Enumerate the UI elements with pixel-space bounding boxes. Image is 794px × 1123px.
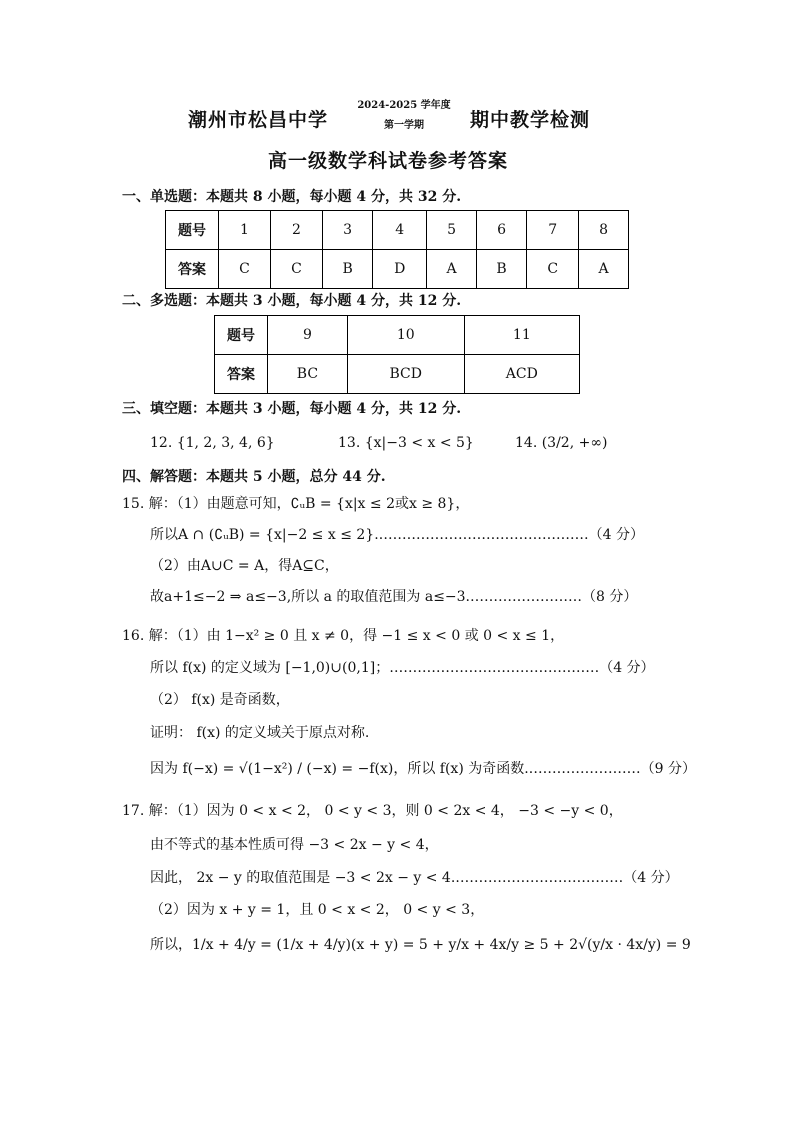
answer-cell: A [579,250,629,289]
school-name: 潮州市松昌中学 [188,109,329,131]
answer-cell: BC [268,355,348,394]
question-number: 4 [373,211,427,250]
table-row [166,211,629,250]
row-label: 题号 [215,316,268,355]
question-number: 3 [322,211,372,250]
solution-15-line-2: 所以A ∩ (∁ᵤB) = {x|−2 ≤ x ≤ 2}.………………………………………（4 分） [150,527,645,543]
section4-heading: 四、解答题：本题共 5 小题，总分 44 分. [122,469,386,485]
section3-heading: 三、填空题：本题共 3 小题，每小题 4 分，共 12 分. [122,401,462,417]
solution-17-line-5: 所以，1/x + 4/y = (1/x + 4/y)(x + y) = 5 + y/x + 4x/y ≥ 5 + 2√(y/x · 4x/y) = 9 [150,937,691,953]
solution-17-line-4: （2）因为 x + y = 1，且 0 < x < 2， 0 < y < 3， [150,902,485,918]
answer-cell: ACD [464,355,579,394]
table-row [215,316,580,355]
school-term: 第一学期 [384,120,424,131]
table-row [215,355,580,394]
row-label: 答案 [166,250,219,289]
section2-answer-table [214,315,580,394]
answer-cell: D [373,250,427,289]
question-number: 5 [427,211,477,250]
solution-15-line-3: （2）由A∪C = A，得A⊆C， [150,558,339,574]
answer-cell: C [219,250,271,289]
section2-heading: 二、多选题：本题共 3 小题，每小题 4 分，共 12 分. [122,293,462,309]
solution-16-line-1: 16. 解：（1）由 1−x² ≥ 0 且 x ≠ 0，得 −1 ≤ x < 0 或 0 < x ≤ 1， [122,628,565,644]
row-label: 题号 [166,211,219,250]
fill-answer-12: 12. {1, 2, 3, 4, 6} [150,435,275,451]
question-number: 8 [579,211,629,250]
table-row [166,250,629,289]
answer-cell: C [527,250,579,289]
solution-15-line-4: 故a+1≤−2 ⇒ a≤−3,所以 a 的取值范围为 a≤−3.……………………（8 分） [150,589,638,605]
row-label: 答案 [215,355,268,394]
question-number: 1 [219,211,271,250]
question-number: 10 [347,316,464,355]
solution-17-line-3: 因此， 2x − y 的取值范围是 −3 < 2x − y < 4.………………………………（4 分） [150,870,679,886]
solution-16-line-5: 因为 f(−x) = √(1−x²) / (−x) = −f(x)，所以 f(x) 为奇函数.……………………（9 分） [150,761,697,777]
answer-cell: B [322,250,372,289]
solution-17-line-2: 由不等式的基本性质可得 −3 < 2x − y < 4， [150,837,439,853]
answer-cell: B [476,250,526,289]
answer-cell: BCD [347,355,464,394]
answer-cell: A [427,250,477,289]
solution-16-line-2: 所以 f(x) 的定义域为 [−1,0)∪(0,1]；………………………………………（4 分） [150,660,655,676]
question-number: 11 [464,316,579,355]
fill-answer-14: 14. (3/2, +∞) [515,435,608,451]
solution-16-line-3: （2） f(x) 是奇函数， [150,692,290,708]
answer-cell: C [270,250,322,289]
solution-16-line-4: 证明： f(x) 的定义域关于原点对称. [150,725,370,741]
exam-name: 期中教学检测 [470,109,591,131]
question-number: 6 [476,211,526,250]
question-number: 9 [268,316,348,355]
solution-15-line-1: 15. 解：（1）由题意可知，∁ᵤB = {x|x ≤ 2或x ≥ 8}， [122,496,470,512]
question-number: 2 [270,211,322,250]
section1-answer-table [165,210,629,289]
page-title: 高一级数学科试卷参考答案 [268,150,509,172]
section1-heading: 一、单选题：本题共 8 小题，每小题 4 分，共 32 分. [122,189,462,205]
school-year: 2024-2025 学年度 [357,100,451,111]
fill-answer-13: 13. {x|−3 < x < 5} [338,435,474,451]
question-number: 7 [527,211,579,250]
solution-17-line-1: 17. 解：（1）因为 0 < x < 2， 0 < y < 3，则 0 < 2x < 4， −3 < −y < 0， [122,803,623,819]
